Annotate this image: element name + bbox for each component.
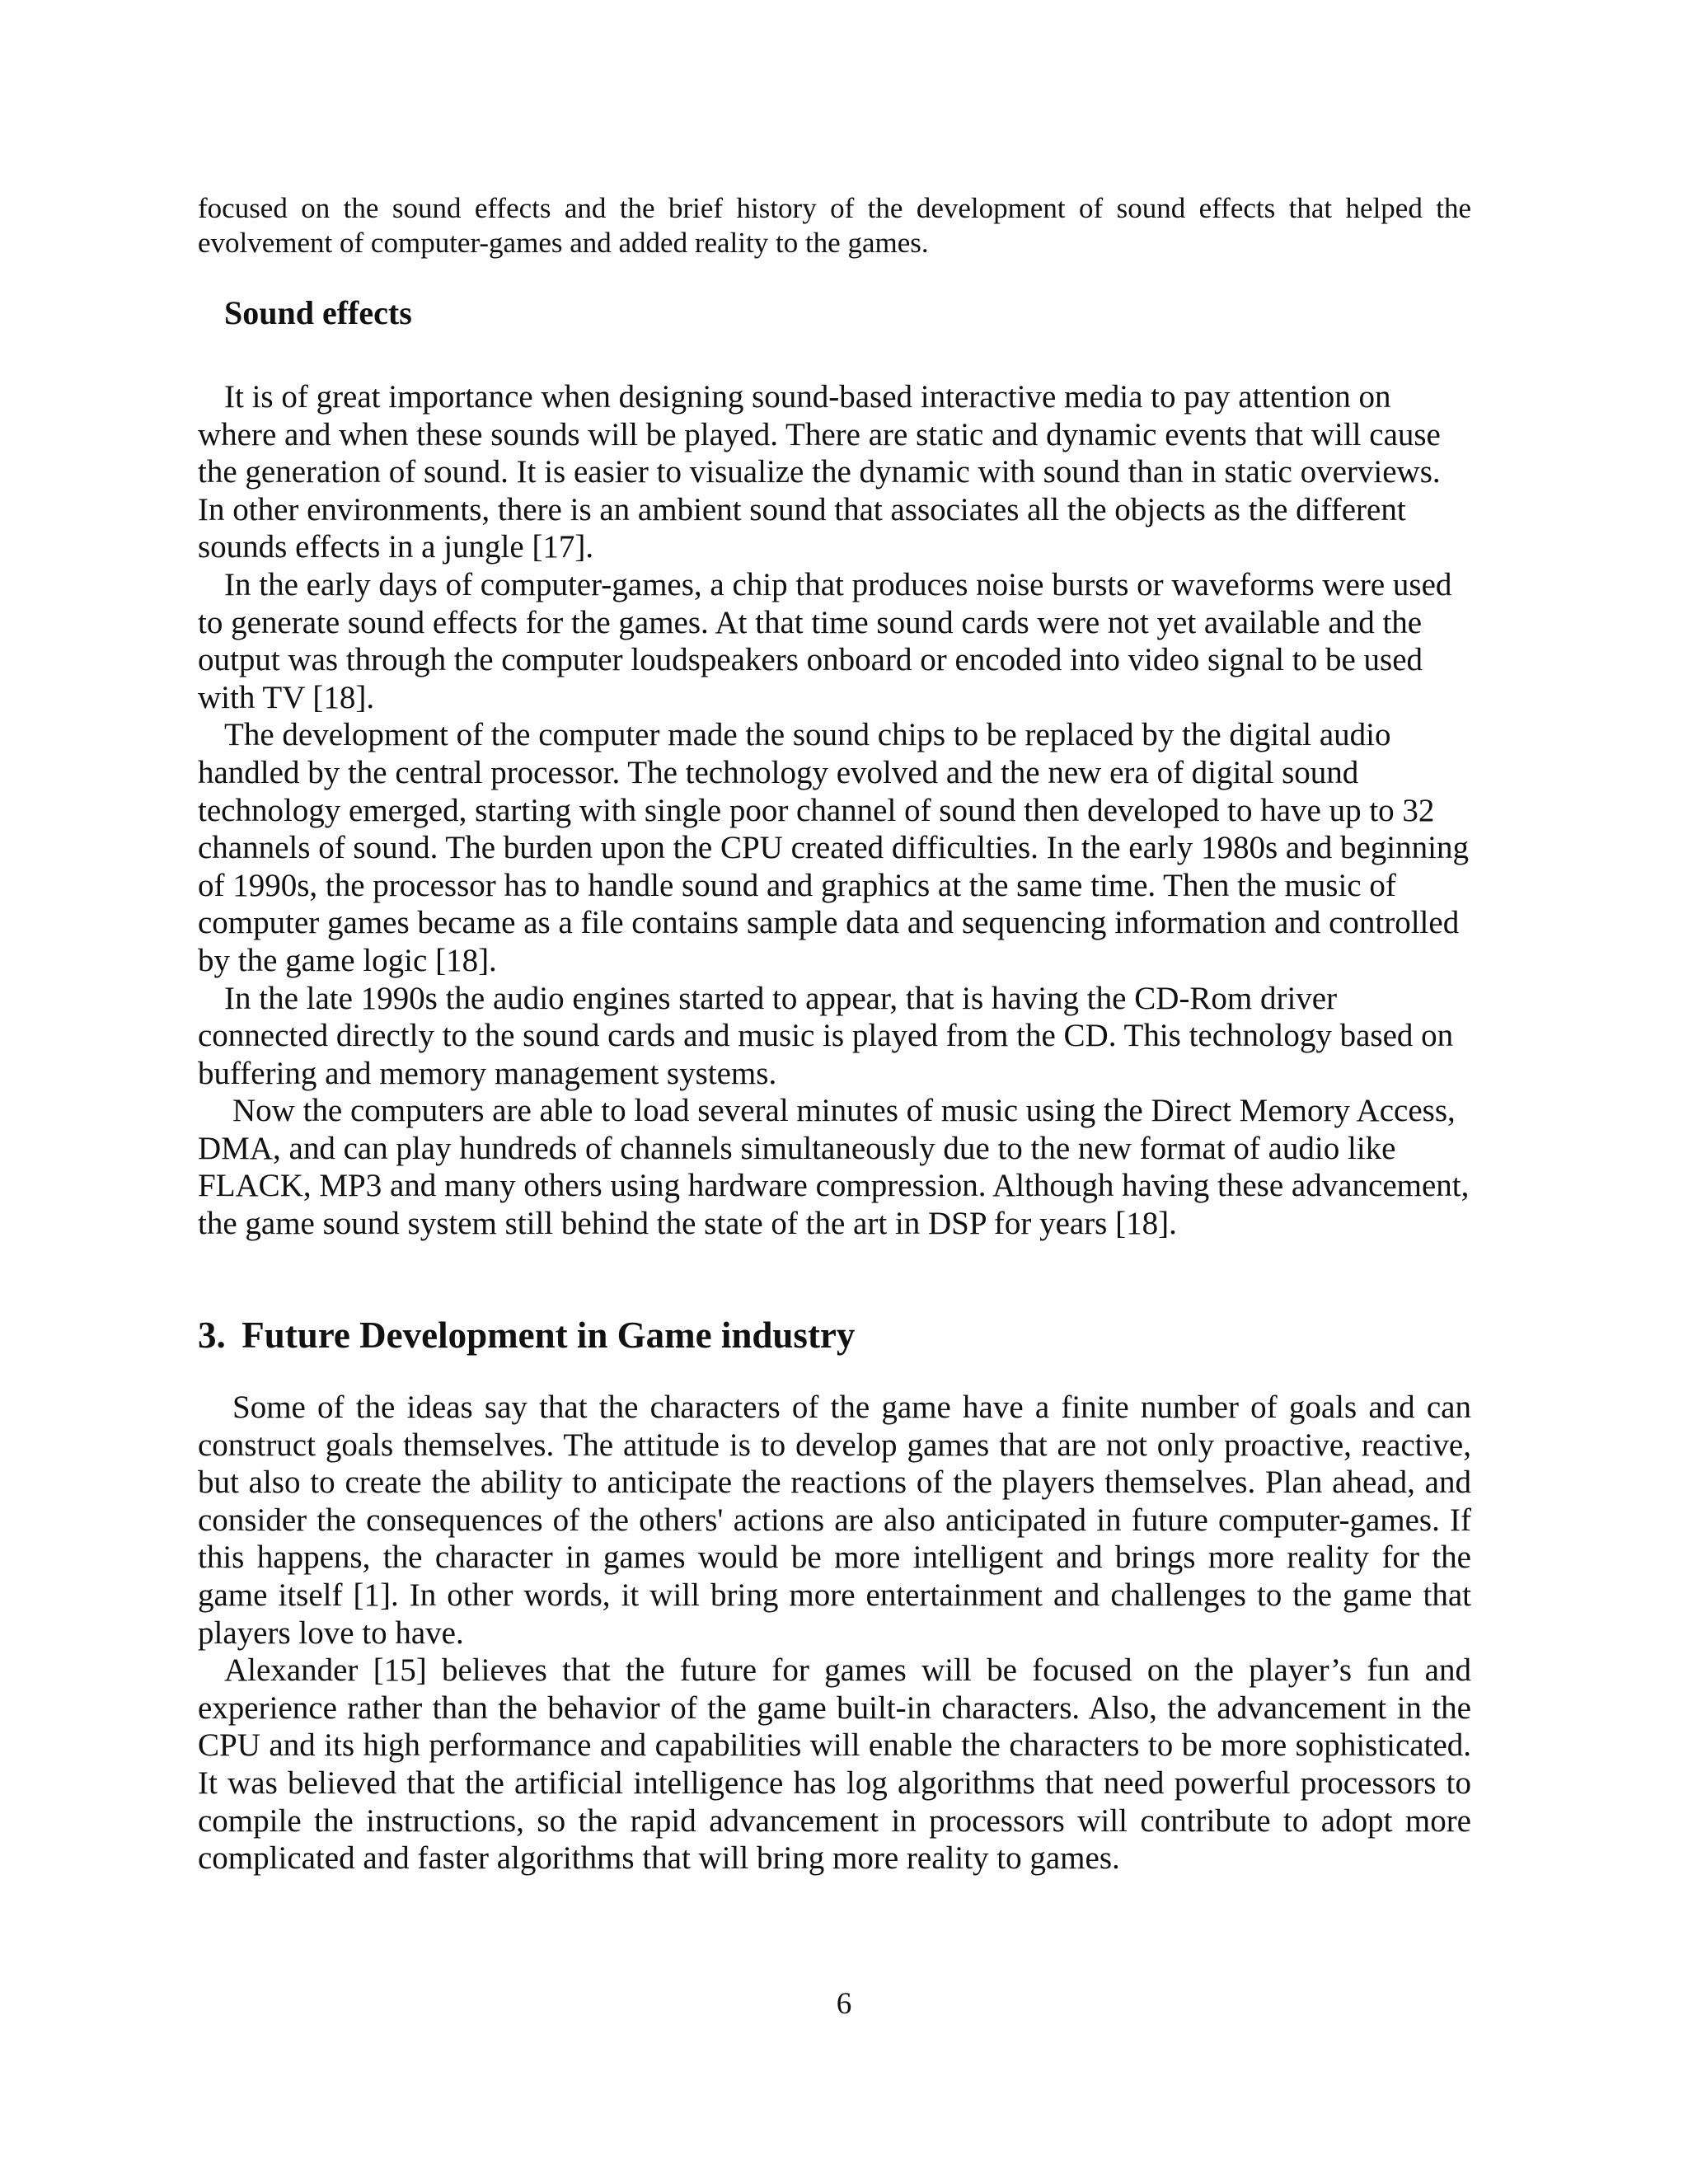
- paragraph: In the early days of computer-games, a chip that produces noise bursts or waveforms were used to generate sound effects for the games. At that time sound cards were not yet available and the output was through the computer loudspeakers onboard or encoded into video signal to be used with TV [18].: [198, 566, 1452, 715]
- paragraph: Alexander [15] believes that the future for games will be focused on the player’s fun and experience rather than the behavior of the game built-in characters. Also, the advancement in the CPU and its high performance and capabilities will enable the characters to be more sophisticated. It was believed that the artificial intelligence has log algorithms that need powerful processors to compile the instructions, so the rapid advancement in processors will contribute to adopt more complicated and faster algorithms that will bring more reality to games.: [198, 1652, 1471, 1877]
- section-heading-future-development: [198, 1310, 855, 1360]
- paragraph: In the late 1990s the audio engines started to appear, that is having the CD-Rom driver connected directly to the sound cards and music is played from the CD. This technology based on buffering and memory management systems.: [198, 980, 1454, 1091]
- section-heading-sound-effects: Sound effects: [224, 294, 412, 331]
- paragraph: Some of the ideas say that the characters of the game have a finite number of goals and can construct goals themselves. The attitude is to develop games that are not only proactive, reactive, but also to create the ability to anticipate the reactions of the players themselves. Plan ahead, and consider the consequences of the others' actions are also anticipated in future computer-games. If this happens, the character in games would be more intelligent and brings more reality for the game itself [1]. In other words, it will bring more entertainment and challenges to the game that players love to have.: [198, 1390, 1471, 1651]
- section-number: 3.: [198, 1315, 226, 1356]
- paragraph: It is of great importance when designing sound-based interactive media to pay attention on where and when these sounds will be played. There are static and dynamic events that will cause the generation of sound. It is easier to visualize the dynamic with sound than in static overviews. In other environments, there is an ambient sound that associates all the objects as the different sounds effects in a jungle [17].: [198, 379, 1441, 565]
- sound-effects-body: [198, 378, 1471, 1243]
- page-number: 6: [836, 1987, 852, 2021]
- future-development-body: [198, 1389, 1471, 1877]
- intro-paragraph: focused on the sound effects and the brief history of the development of sound effects that helped the evolvement of computer-games and added reality to the games.: [198, 192, 1471, 259]
- paragraph: The development of the computer made the sound chips to be replaced by the digital audio handled by the central processor. The technology evolved and the new era of digital sound technology emerged, starting with single poor channel of sound then developed to have up to 32 channels of sound. The burden upon the CPU created difficulties. In the early 1980s and beginning of 1990s, the processor has to handle sound and graphics at the same time. Then the music of computer games became as a file contains sample data and sequencing information and controlled by the game logic [18].: [198, 717, 1469, 978]
- paragraph: Now the computers are able to load several minutes of music using the Direct Memory Access, DMA, and can play hundreds of channels simultaneously due to the new format of audio like FLACK, MP3 and many others using hardware compression. Although having these advancement, the game sound system still behind the state of the art in DSP for years [18].: [198, 1093, 1470, 1242]
- section-title: Future Development in Game industry: [241, 1315, 856, 1356]
